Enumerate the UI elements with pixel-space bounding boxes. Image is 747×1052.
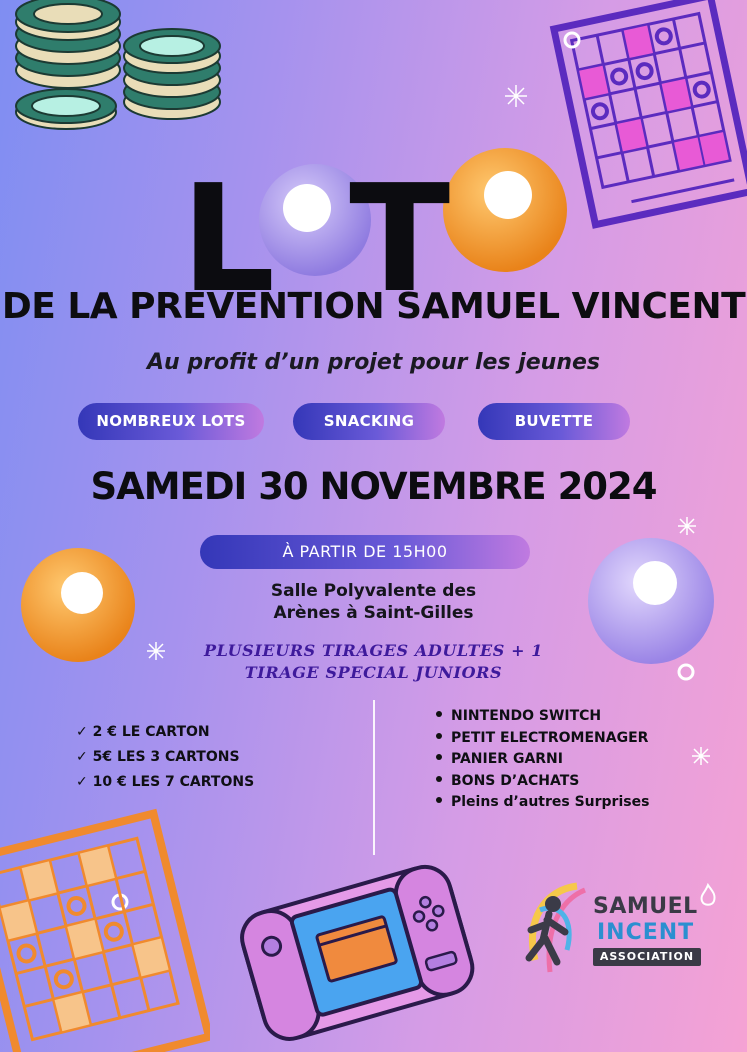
subtitle: DE LA PREVENTION SAMUEL VINCENT — [1, 286, 746, 327]
association-logo — [505, 880, 705, 980]
logo-line-1: SAMUEL — [593, 894, 698, 919]
bullet-icon — [436, 733, 442, 739]
check-icon: ✓ — [76, 724, 88, 740]
title-letter-t: T — [349, 153, 447, 325]
price-list — [76, 720, 254, 795]
draws — [0, 640, 747, 684]
venue-line-2: Arènes à Saint-Gilles — [273, 603, 474, 623]
prize-text: PANIER GARNI — [451, 751, 563, 767]
tagline: Au profit d’un projet pour les jeunes — [146, 350, 601, 375]
bullet-icon — [436, 797, 442, 803]
bullet-icon — [436, 711, 442, 717]
price-item — [76, 720, 254, 745]
pill-buvette: BUVETTE — [478, 403, 630, 440]
title-letter-l: L — [180, 153, 272, 325]
prize-item — [436, 749, 649, 771]
prize-item — [436, 771, 649, 793]
price-item — [76, 770, 254, 795]
price-item — [76, 745, 254, 770]
prize-text: NINTENDO SWITCH — [451, 708, 602, 724]
check-icon: ✓ — [76, 774, 88, 790]
prize-text: BONS D’ACHATS — [451, 772, 580, 789]
time-pill: À PARTIR DE 15H00 — [200, 535, 530, 569]
divider — [373, 700, 375, 855]
venue — [0, 580, 747, 624]
price-text: 5€ LES 3 CARTONS — [92, 749, 240, 765]
logo-line-3: ASSOCIATION — [593, 948, 701, 966]
chip-stack-icon — [0, 0, 240, 150]
bullet-icon — [436, 754, 442, 760]
sparkle-icon — [676, 515, 698, 537]
bingo-card-icon — [0, 800, 210, 1052]
sparkle-icon — [690, 745, 712, 767]
pill-snacking: SNACKING — [293, 403, 445, 440]
pill-nombreux-lots: NOMBREUX LOTS — [78, 403, 264, 440]
price-text: 2 € LE CARTON — [92, 724, 210, 740]
venue-line-1: Salle Polyvalente des — [270, 581, 477, 601]
ring-icon — [560, 28, 584, 52]
logo-line-2: INCENT — [597, 920, 695, 945]
draws-line-1: PLUSIEURS TIRAGES ADULTES + 1 — [204, 641, 543, 660]
prize-list — [436, 706, 649, 814]
bullet-icon — [436, 776, 442, 782]
prize-text: Pleins d’autres Surprises — [451, 794, 650, 810]
game-console-icon — [225, 845, 475, 1052]
prize-item — [436, 728, 649, 750]
prize-item — [436, 792, 649, 814]
prize-text: PETIT ELECTROMENAGER — [451, 729, 649, 746]
prize-item — [436, 706, 649, 728]
price-text: 10 € LES 7 CARTONS — [92, 774, 255, 790]
sparkle-icon — [503, 83, 529, 109]
event-date: SAMEDI 30 NOVEMBRE 2024 — [90, 465, 657, 508]
check-icon: ✓ — [76, 749, 88, 765]
draws-line-2: TIRAGE SPECIAL JUNIORS — [244, 663, 503, 682]
